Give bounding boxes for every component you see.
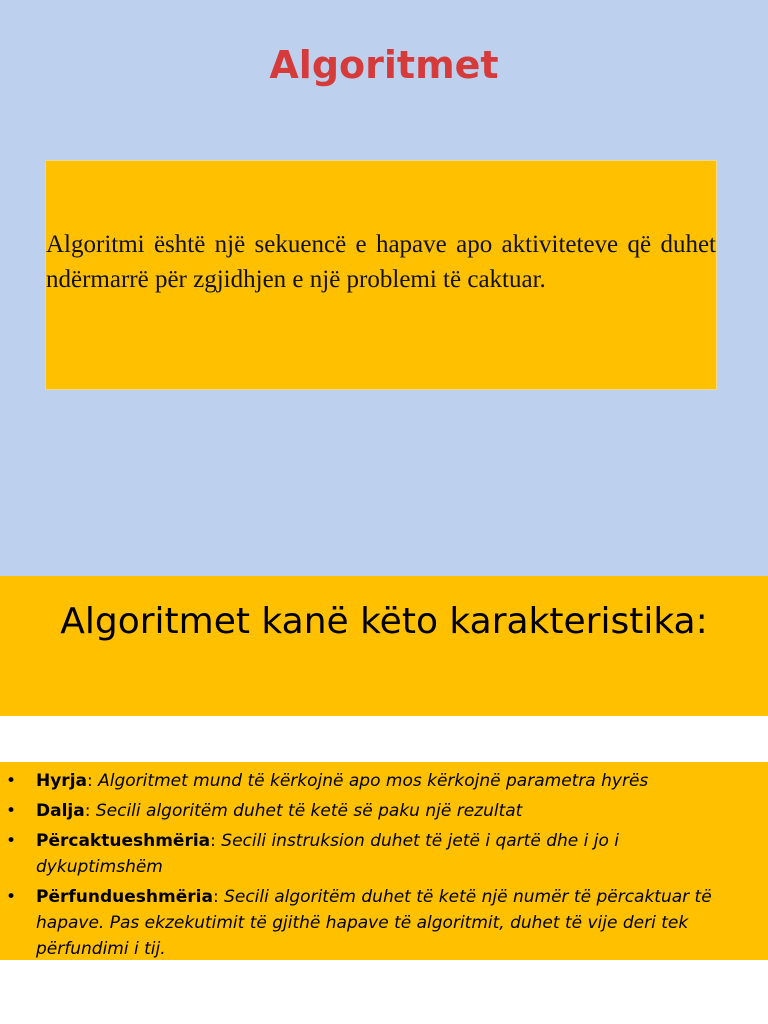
bullet-icon: • [6,887,17,907]
characteristics-box [0,762,768,960]
definition-text: Algoritmi është një sekuencë e hapave apo aktiviteteve që duhet ndërmarrë për zgjidhjen e një problemi të caktuar. [46,231,716,293]
item-separator: : [87,771,99,791]
list-item [0,828,768,880]
bullet-icon: • [6,831,17,851]
item-separator: : [210,831,222,851]
characteristics-header [0,576,768,716]
characteristics-title: Algoritmet kanë këto karakteristika: [60,601,708,642]
bullet-icon: • [6,771,17,791]
item-term: Përfundueshmëria [36,887,213,907]
list-item [0,884,768,962]
item-description: Secili instruksion duhet të jetë i qartë dhe i jo i dykuptimshëm [36,831,620,877]
characteristics-list [0,768,768,966]
list-item [0,768,768,794]
item-description: Secili algoritëm duhet të ketë një numër të përcaktuar të hapave. Pas ekzekutimit të gjithë hapave të algoritmit, duhet të vije deri tek përfundimi i tij. [36,887,712,959]
item-separator: : [212,887,225,907]
item-term: Dalja [36,801,85,821]
slide-title: Algoritmet [269,43,499,87]
list-item [0,798,768,824]
item-description: Algoritmet mund të kërkojnë apo mos kërkojnë parametra hyrës [98,771,649,791]
item-description: Secili algoritëm duhet të ketë së paku një rezultat [95,801,523,821]
item-separator: : [84,801,96,821]
definition-box [45,160,717,390]
bullet-icon: • [6,801,17,821]
item-term: Hyrja [36,771,87,791]
item-term: Përcaktueshmëria [36,831,211,851]
